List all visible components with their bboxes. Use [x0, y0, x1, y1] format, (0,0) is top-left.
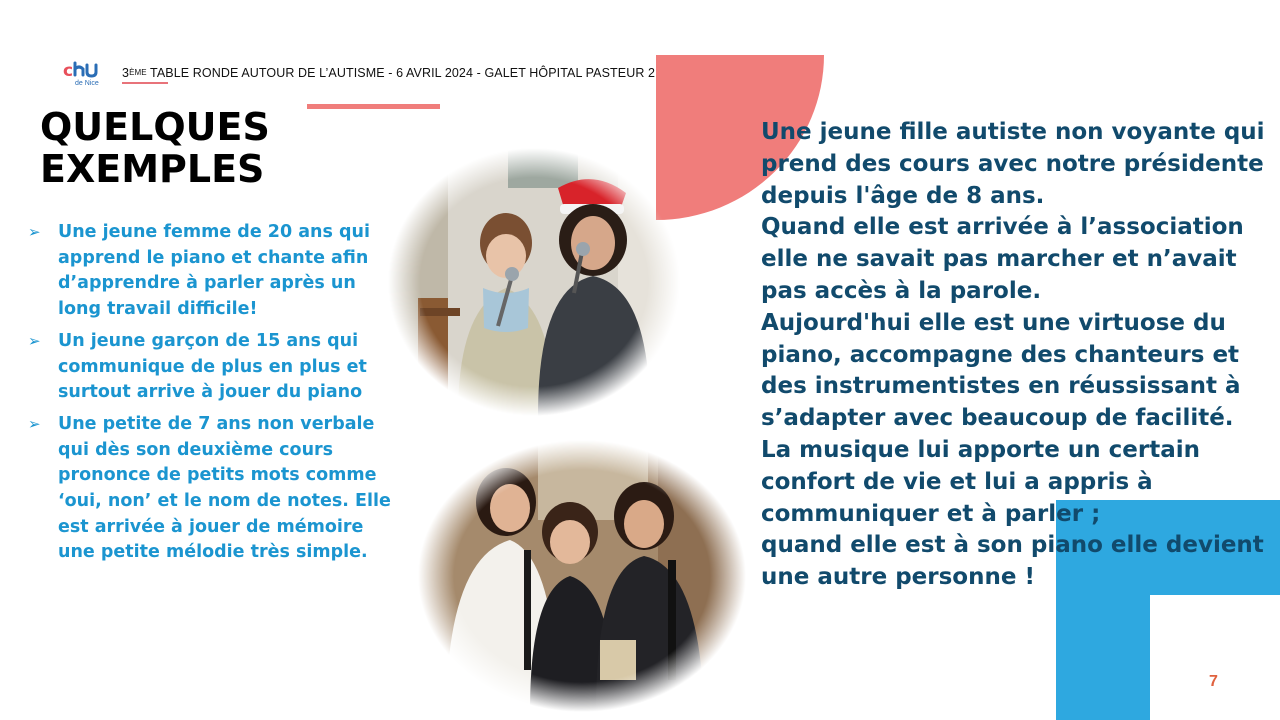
ordinal-suffix: ÈME: [129, 68, 147, 77]
story-paragraph: quand elle est à son piano elle devient une autre personne !: [761, 532, 1264, 591]
bullet-item: [28, 412, 400, 566]
arrow-bullet-icon: ➢: [28, 414, 41, 433]
bullet-text: Un jeune garçon de 15 ans qui communique de plus en plus et surtout arrive à jouer du piano: [58, 330, 367, 403]
arrow-bullet-icon: ➢: [28, 331, 41, 350]
arrow-bullet-icon: ➢: [28, 223, 41, 241]
svg-text:c: c: [63, 61, 74, 81]
story-paragraph: Une jeune fille autiste non voyante qui prend des cours avec notre présidente depuis l'âge de 8 ans.: [761, 119, 1265, 209]
story-paragraph: La musique lui apporte un certain confort de vie et lui a appris à communiquer et à parler ;: [761, 436, 1200, 527]
svg-text:de Nice: de Nice: [75, 80, 99, 87]
header-underline: [122, 82, 168, 84]
chu-nice-logo: [62, 58, 114, 88]
photo-singers-christmas: [388, 148, 680, 416]
photo-clarinet-players: [418, 440, 746, 712]
slide-title-line-2: EXEMPLES: [40, 147, 265, 191]
story-paragraph: Quand elle est arrivée à l’association elle ne savait pas marcher et n’avait pas accès à la parole.: [761, 214, 1244, 304]
slide-title-line-1: QUELQUES: [40, 105, 270, 149]
event-header: [122, 66, 655, 80]
story-text-block: [761, 117, 1273, 594]
bullet-item: [28, 329, 400, 406]
bullet-text: Une petite de 7 ans non verbale qui dès son deuxième cours prononce de petits mots comme ‘oui, non’ et le nom de notes. Elle est arrivée à jouer de mémoire une petite mélodie très simple.: [58, 413, 391, 563]
title-accent-bar: [307, 104, 440, 109]
bullet-item: [28, 220, 400, 323]
story-paragraph: Aujourd'hui elle est une virtuose du piano, accompagne des chanteurs et des instrumentistes en réussissant à s’adapter avec beaucoup de facilité.: [761, 309, 1241, 432]
event-title: TABLE RONDE AUTOUR DE L’AUTISME - 6 AVRIL 2024 - GALET HÔPITAL PASTEUR 2: [146, 66, 656, 80]
slide-title: [40, 106, 270, 190]
page-number: 7: [1209, 673, 1218, 690]
bullet-text: Une jeune femme de 20 ans qui apprend le piano et chante afin d’apprendre à parler après un long travail difficile!: [58, 222, 370, 320]
ordinal-number: 3: [122, 66, 130, 80]
examples-bullet-list: [28, 220, 400, 572]
